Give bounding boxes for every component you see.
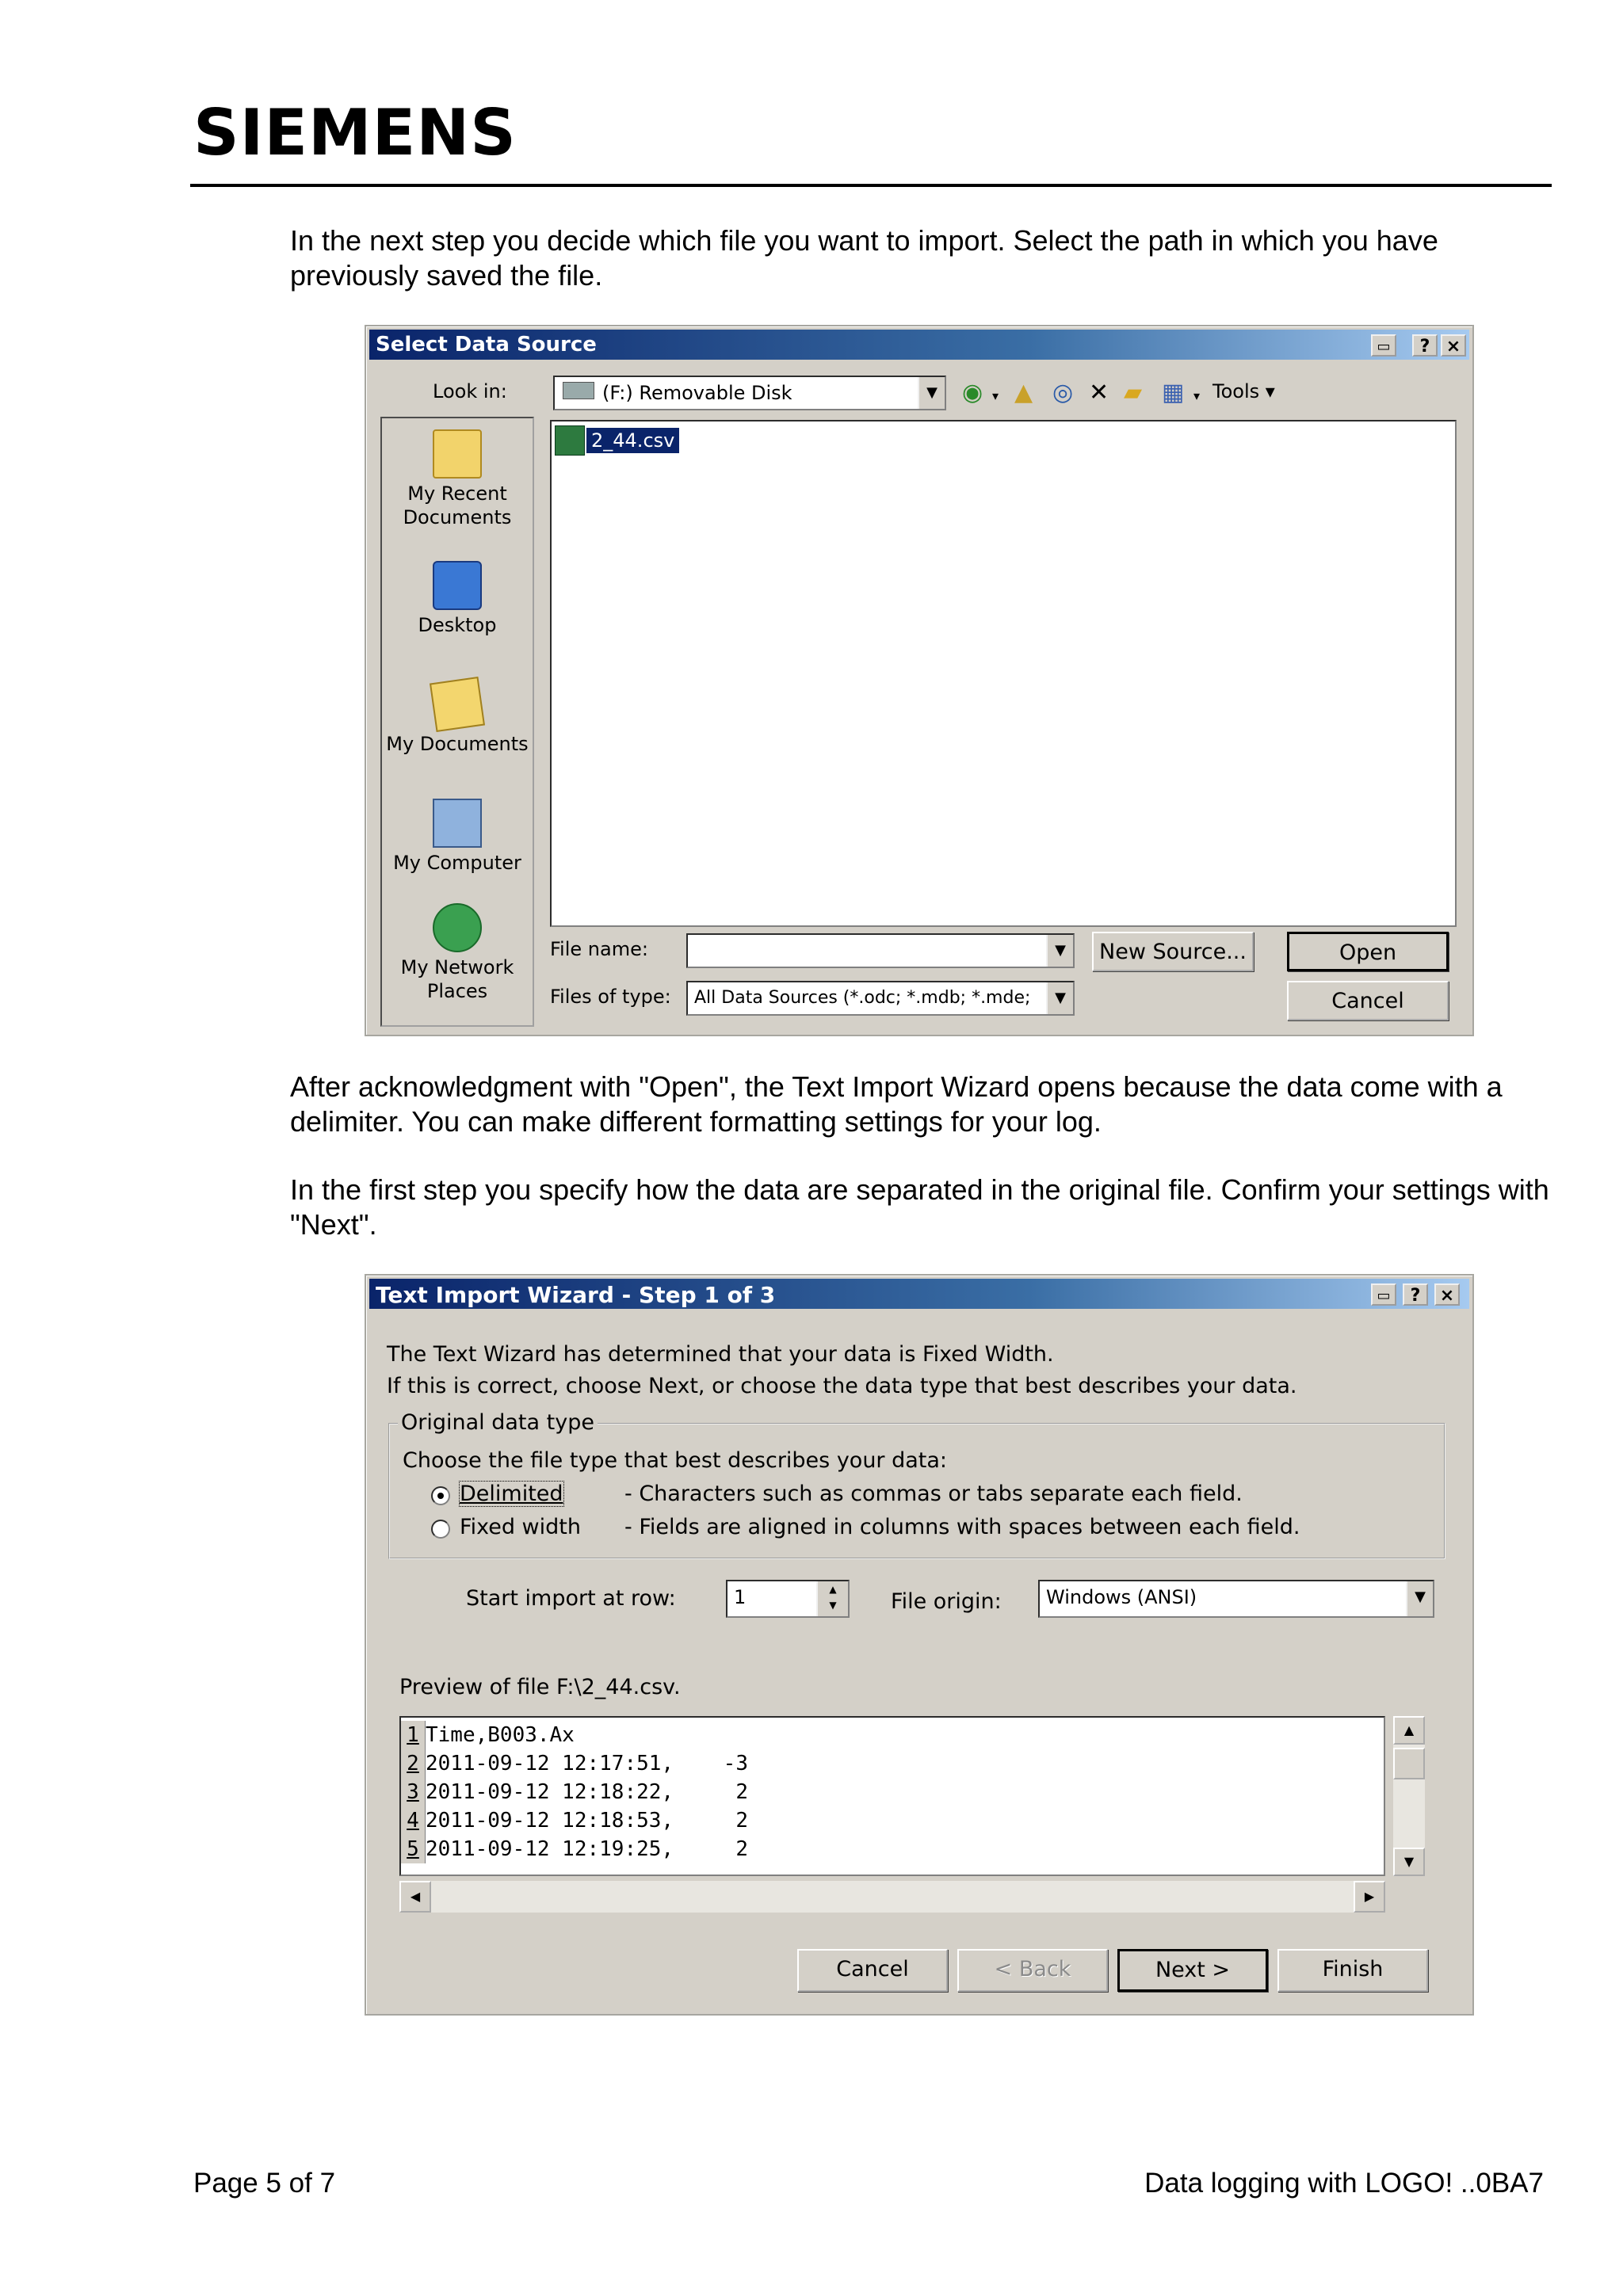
row-number: 1 [401, 1721, 426, 1749]
paragraph-select-file: In the next step you decide which file you want to import. Select the path in which you have previously saved the file. [290, 224, 1438, 292]
back-dropdown-icon[interactable]: ▾ [992, 388, 999, 403]
preview-horizontal-scrollbar[interactable] [399, 1881, 1385, 1913]
paragraph-first-step: In the first step you specify how the data are separated in the original file. Confirm your settings with "Next". [290, 1173, 1549, 1241]
fixed-width-label[interactable]: Fixed width [460, 1515, 581, 1539]
documents-icon [430, 677, 485, 732]
row-number: 3 [401, 1778, 426, 1806]
tools-menu[interactable]: Tools ▾ [1212, 380, 1275, 402]
siemens-logo: SIEMENS [193, 96, 517, 170]
fixed-width-description: - Fields are aligned in columns with spaces between each field. [624, 1515, 1300, 1539]
row-number: 4 [401, 1806, 426, 1835]
views-icon[interactable]: ▦ [1162, 379, 1185, 406]
place-my-network-places[interactable] [382, 903, 533, 1003]
place-my-recent-documents[interactable] [382, 429, 533, 529]
dialog-titlebar [369, 330, 1469, 360]
place-label: My Network Places [400, 956, 514, 1002]
paragraph-open-ack: After acknowledgment with "Open", the Text Import Wizard opens because the data come with a delimiter. You can make different formatting settings for your log. [290, 1070, 1503, 1138]
preview-row [401, 1835, 748, 1863]
place-my-documents[interactable] [382, 680, 533, 756]
chevron-down-icon[interactable]: ▼ [918, 377, 945, 409]
chevron-down-icon[interactable]: ▼ [1046, 935, 1073, 967]
wizard-cancel-button[interactable]: Cancel [797, 1949, 948, 1992]
original-data-type-group [388, 1410, 1445, 1559]
row-text: 2011-09-12 12:18:53, 2 [426, 1809, 748, 1833]
header-rule [190, 184, 1552, 187]
place-label: My Computer [393, 852, 521, 874]
minimize-icon[interactable]: ▭ [1371, 334, 1396, 357]
file-name-label: File name: [550, 938, 648, 960]
fixed-width-radio[interactable] [431, 1520, 450, 1539]
row-text: 2011-09-12 12:17:51, -3 [426, 1752, 748, 1775]
drive-icon [563, 382, 594, 399]
scroll-right-icon[interactable]: ▶ [1354, 1881, 1385, 1913]
delimited-description: - Characters such as commas or tabs separate each field. [624, 1482, 1243, 1506]
wizard-intro-1: The Text Wizard has determined that your data is Fixed Width. [387, 1342, 1054, 1367]
cancel-button[interactable]: Cancel [1287, 981, 1449, 1020]
files-of-type-dropdown[interactable] [686, 981, 1075, 1016]
row-text: Time,B003.Ax [426, 1723, 575, 1747]
preview-vertical-scrollbar[interactable] [1393, 1716, 1425, 1876]
chevron-down-icon[interactable]: ▼ [1046, 982, 1073, 1014]
wizard-next-button[interactable]: Next > [1117, 1949, 1268, 1992]
look-in-value: (F:) Removable Disk [602, 382, 792, 404]
place-desktop[interactable] [382, 561, 533, 637]
file-item[interactable] [555, 425, 679, 456]
delete-icon[interactable]: ✕ [1089, 379, 1109, 406]
minimize-icon[interactable]: ▭ [1371, 1283, 1396, 1306]
csv-file-icon [555, 425, 585, 456]
scroll-thumb[interactable] [1393, 1748, 1425, 1779]
wizard-titlebar [369, 1279, 1469, 1309]
scroll-down-icon[interactable]: ▼ [1393, 1848, 1425, 1876]
network-globe-icon [433, 903, 482, 952]
preview-row [401, 1721, 575, 1749]
search-web-icon[interactable]: ◎ [1052, 379, 1074, 406]
spinner-arrows-icon[interactable]: ▲ ▼ [816, 1581, 848, 1616]
scroll-up-icon[interactable]: ▲ [1393, 1716, 1425, 1745]
row-text: 2011-09-12 12:18:22, 2 [426, 1780, 748, 1804]
computer-icon [433, 799, 482, 848]
dialog-title: Select Data Source [376, 333, 597, 357]
document-title: Data logging with LOGO! ..0BA7 [1144, 2168, 1544, 2199]
close-button[interactable]: × [1434, 1283, 1460, 1306]
text-import-wizard-dialog [365, 1274, 1474, 2016]
up-folder-icon[interactable]: ▲ [1014, 379, 1033, 406]
views-dropdown-icon[interactable]: ▾ [1193, 388, 1201, 403]
place-label: My Documents [386, 733, 529, 755]
preview-row [401, 1778, 748, 1806]
page-number: Page 5 of 7 [193, 2168, 336, 2199]
new-source-button[interactable]: New Source... [1092, 932, 1254, 971]
wizard-back-button[interactable]: < Back [957, 1949, 1108, 1992]
file-item-name: 2_44.csv [586, 428, 679, 453]
preview-pane[interactable] [399, 1716, 1385, 1876]
preview-row [401, 1749, 748, 1778]
help-button[interactable]: ? [1412, 334, 1438, 357]
delimited-radio[interactable] [431, 1486, 450, 1505]
file-origin-dropdown[interactable] [1038, 1580, 1434, 1618]
group-title: Original data type [398, 1410, 598, 1435]
delimited-label[interactable]: Delimited [460, 1482, 563, 1506]
start-row-label: Start import at row: [466, 1586, 676, 1611]
look-in-dropdown[interactable] [553, 376, 946, 410]
close-button[interactable]: × [1441, 334, 1466, 357]
files-of-type-value: All Data Sources (*.odc; *.mdb; *.mde; [694, 988, 1031, 1008]
new-folder-icon[interactable]: ▰ [1124, 379, 1143, 406]
wizard-intro-2: If this is correct, choose Next, or choose the data type that best describes your data. [387, 1374, 1297, 1398]
place-my-computer[interactable] [382, 799, 533, 875]
open-button[interactable]: Open [1287, 932, 1449, 971]
preview-label: Preview of file F:\2_44.csv. [399, 1675, 681, 1699]
look-in-label: Look in: [433, 380, 507, 402]
row-number: 2 [401, 1749, 426, 1778]
files-of-type-label: Files of type: [550, 986, 671, 1008]
start-row-spinner[interactable] [726, 1580, 850, 1618]
preview-row [401, 1806, 748, 1835]
desktop-icon [433, 561, 482, 610]
recent-folder-icon [433, 429, 482, 479]
help-button[interactable]: ? [1403, 1283, 1428, 1306]
file-origin-value: Windows (ANSI) [1046, 1586, 1197, 1608]
select-data-source-dialog [365, 325, 1474, 1036]
row-number: 5 [401, 1835, 426, 1863]
back-icon[interactable]: ◉ [962, 379, 983, 406]
group-prompt: Choose the file type that best describes your data: [403, 1448, 948, 1473]
wizard-finish-button[interactable]: Finish [1277, 1949, 1428, 1992]
places-bar [380, 417, 534, 1027]
file-name-input[interactable] [686, 933, 1075, 968]
start-row-value: 1 [734, 1586, 747, 1608]
place-label: Desktop [418, 614, 497, 636]
place-label: My Recent Documents [403, 482, 512, 528]
wizard-title: Text Import Wizard - Step 1 of 3 [376, 1282, 776, 1308]
row-text: 2011-09-12 12:19:25, 2 [426, 1837, 748, 1861]
scroll-left-icon[interactable]: ◀ [399, 1881, 431, 1913]
file-list[interactable] [550, 420, 1457, 927]
chevron-down-icon[interactable]: ▼ [1406, 1581, 1433, 1616]
file-origin-label: File origin: [891, 1589, 1002, 1614]
